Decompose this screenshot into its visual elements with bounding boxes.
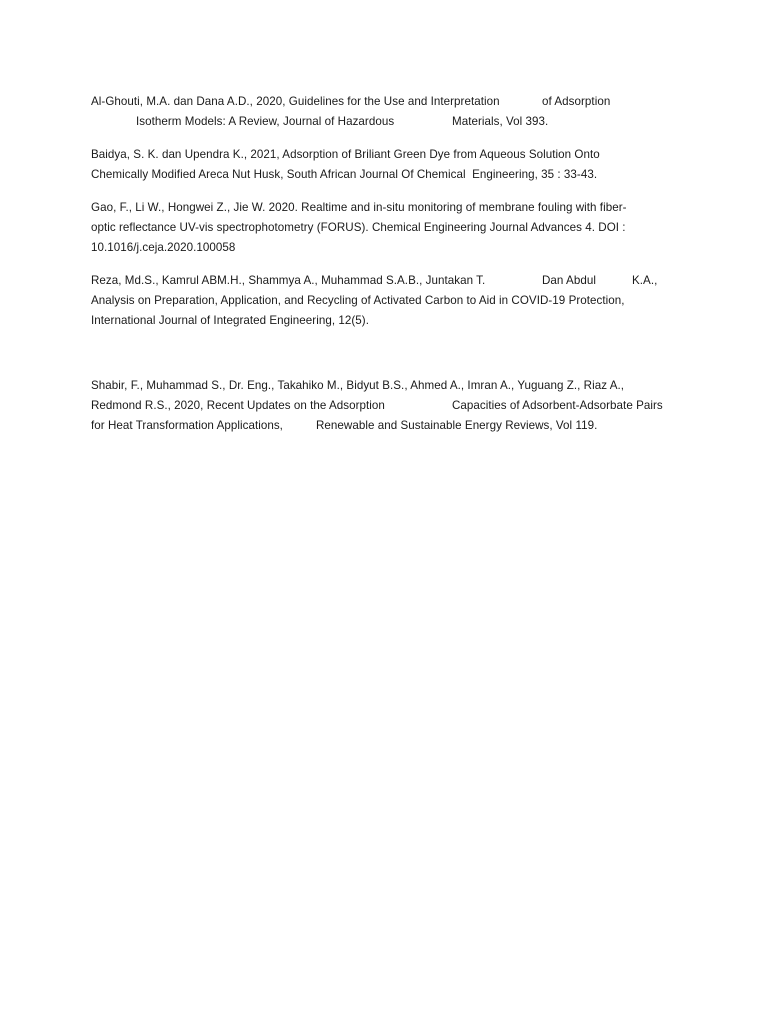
reference-text: for Heat Transformation Applications,: [91, 419, 283, 432]
reference-text: 10.1016/j.ceja.2020.100058: [91, 241, 236, 254]
reference-text: Dan Abdul: [542, 274, 596, 287]
reference-text: Isotherm Models: A Review, Journal of Hazardous: [136, 115, 395, 128]
reference-line: [0, 416, 768, 496]
reference-text: Materials, Vol 393.: [452, 115, 549, 128]
reference-text: Shabir, F., Muhammad S., Dr. Eng., Takahiko M., Bidyut B.S., Ahmed A., Imran A., Yuguang Z., Riaz A.,: [91, 379, 625, 392]
reference-text: Reza, Md.S., Kamrul ABM.H., Shammya A., Muhammad S.A.B., Juntakan T.: [91, 274, 486, 287]
reference-text: Gao, F., Li W., Hongwei Z., Jie W. 2020. Realtime and in-situ monitoring of membrane fouling with fiber-: [91, 201, 627, 214]
reference-text: Redmond R.S., 2020, Recent Updates on the Adsorption: [91, 399, 385, 412]
reference-text: Baidya, S. K. dan Upendra K., 2021, Adsorption of Briliant Green Dye from Aqueous Solution Onto: [91, 148, 600, 161]
reference-text: Chemically Modified Areca Nut Husk, South African Journal Of Chemical Engineering, 35 : 33-43.: [91, 168, 598, 181]
reference-text: Al-Ghouti, M.A. dan Dana A.D., 2020, Guidelines for the Use and Interpretation: [91, 95, 500, 108]
reference-line: [0, 311, 768, 371]
reference-text: Renewable and Sustainable Energy Reviews, Vol 119.: [316, 419, 598, 432]
reference-text: Analysis on Preparation, Application, and Recycling of Activated Carbon to Aid in COVID-19 Protection,: [91, 294, 625, 307]
reference-text: of Adsorption: [542, 95, 611, 108]
reference-text: International Journal of Integrated Engineering, 12(5).: [91, 314, 369, 327]
reference-text: K.A.,: [632, 274, 658, 287]
reference-text: Capacities of Adsorbent-Adsorbate Pairs: [452, 399, 663, 412]
reference-text: optic reflectance UV-vis spectrophotometry (FORUS). Chemical Engineering Journal Advances 4. DOI :: [91, 221, 626, 234]
